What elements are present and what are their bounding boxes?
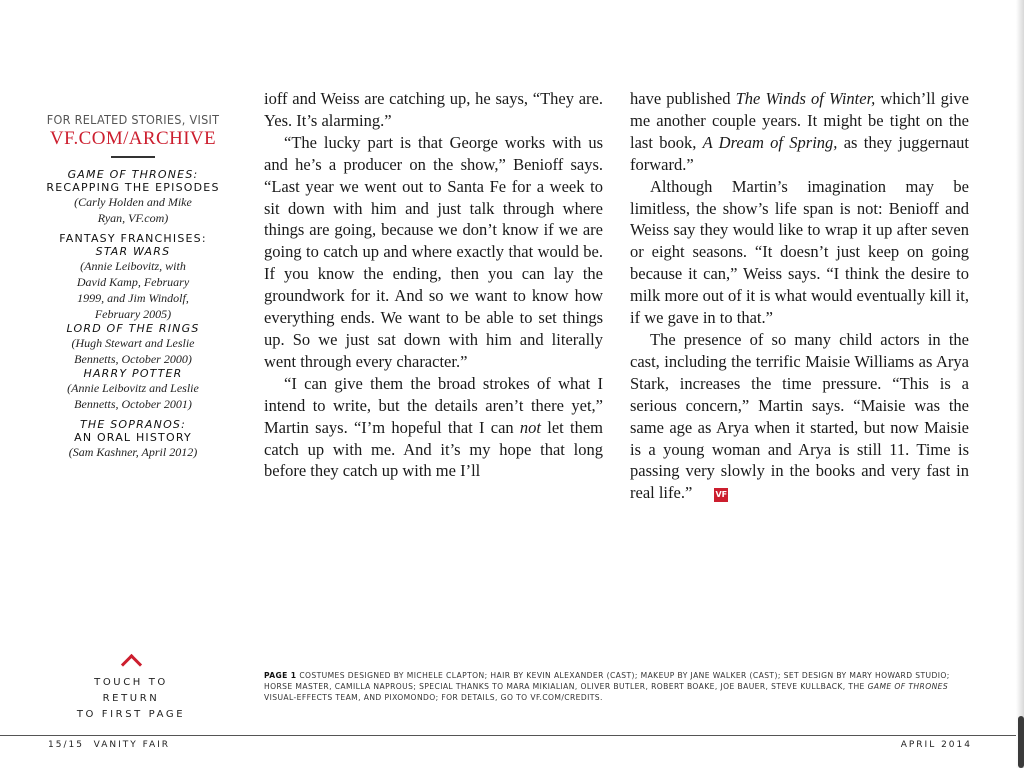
- credits-text: VISUAL-EFFECTS TEAM, AND PIXOMONDO; FOR DETAILS, GO TO VF.COM/CREDITS.: [264, 693, 603, 702]
- story-title: FANTASY FRANCHISES:: [59, 232, 207, 245]
- article-text: which’ll give me another couple years. It might be tight on the last book,: [630, 89, 970, 152]
- related-story-game-of-thrones[interactable]: [44, 168, 222, 226]
- story-subtitle: STAR WARS: [95, 245, 171, 258]
- story-credit: (Carly Holden and Mike Ryan, VF.com): [74, 195, 192, 225]
- article-paragraph: Although Martin’s imagination may be limitless, the show’s life span is not: Benioff and Weiss say they would like to wrap it up after seven or eight seasons. “It doesn’t just keep on going because it can,” Weiss says. “I think the desire to milk more out of it is what would eventually kill it, if we gave in to that.”: [630, 176, 969, 328]
- story-title: LORD OF THE RINGS: [66, 322, 200, 335]
- folio-divider: [0, 735, 1016, 736]
- article-paragraph: “The lucky part is that George works with us and he’s a producer on the show,” Benioff says. “Last year we went out to Santa Fe for a week to sit down with him and just talk through where things are going, because we don’t know if we are going to catch up and where exactly that would be. If you know the ending, then you can lay the groundwork for it. And so we want to know how everything ends. We want to be able to set things up. So we just sat down with him and literally went through every character.”: [264, 132, 603, 371]
- credits-text: COSTUMES DESIGNED BY MICHELE CLAPTON; HAIR BY KEVIN ALEXANDER (CAST); MAKEUP BY JANE WALKER (CAST); SET DESIGN BY MARY HOWARD STUDIO; HORSE MASTER, CAMILLA NAPROUS; SPECIAL THANKS TO MARA MIKIALIAN, OLIVER BUTLER, ROBERT BOAKE, JOE BAUER, STEVE KULLBACK, THE: [264, 671, 950, 691]
- story-title: THE SOPRANOS:: [79, 418, 187, 431]
- article-emphasis: not: [519, 417, 541, 437]
- article-paragraph: [630, 88, 969, 176]
- scroll-track: [1016, 0, 1024, 768]
- story-credit: (Annie Leibovitz and Leslie Bennetts, October 2001): [67, 381, 199, 411]
- story-credit: (Hugh Stewart and Leslie Bennetts, October 2000): [71, 336, 195, 366]
- credits-lead: PAGE 1: [264, 671, 297, 680]
- related-story-harry-potter[interactable]: [44, 367, 222, 412]
- story-subtitle: RECAPPING THE EPISODES: [46, 181, 220, 194]
- story-title: GAME OF THRONES:: [67, 168, 199, 181]
- related-stories-intro: FOR RELATED STORIES, VISIT: [46, 112, 220, 127]
- scrollbar-thumb[interactable]: [1018, 716, 1024, 768]
- article-column-1: [264, 88, 603, 482]
- return-label: TOUCH TO RETURN TO FIRST PAGE: [76, 677, 186, 720]
- archive-link[interactable]: VF.COM/ARCHIVE: [49, 128, 217, 149]
- photo-credits: [264, 670, 970, 703]
- return-to-first-page-button[interactable]: [66, 652, 196, 723]
- article-text: let them catch up with me. And it’s my hope that long before they catch up with me I’ll: [264, 417, 603, 481]
- related-stories-sidebar: [44, 112, 222, 460]
- article-text: The presence of so many child actors in the cast, including the terrific Maisie Williams as Arya Stark, increases the time pressure. “This is a serious concern,” Martin says. “Maisie was the same age as Arya when it started, but now Maisie is a young woman and Arya is still 11. Time is passing very slowly in the books and very fast in real life.”: [630, 329, 969, 503]
- article-text: as they juggernaut forward.”: [630, 132, 969, 174]
- chevron-up-icon: [120, 654, 141, 675]
- page-number-folio: 15/15 VANITY FAIR: [48, 740, 171, 750]
- related-story-star-wars[interactable]: [44, 232, 222, 322]
- related-story-sopranos[interactable]: [44, 418, 222, 460]
- article-text: “I can give them the broad strokes of what I intend to write, but the details aren’t there yet,” Martin says. “I’m hopeful that I can: [264, 373, 603, 437]
- book-title: A Dream of Spring,: [702, 132, 838, 152]
- article-text: have published: [630, 89, 736, 108]
- related-story-lord-of-the-rings[interactable]: [44, 322, 222, 367]
- credits-italic: GAME OF THRONES: [867, 682, 949, 691]
- issue-date-folio: APRIL 2014: [900, 740, 972, 750]
- article-paragraph: ioff and Weiss are catching up, he says, “They are. Yes. It’s alarming.”: [264, 89, 603, 130]
- story-subtitle: AN ORAL HISTORY: [74, 431, 192, 444]
- sidebar-divider: [111, 156, 155, 158]
- story-title: HARRY POTTER: [83, 367, 183, 380]
- article-paragraph: [630, 329, 969, 504]
- article-column-2: [630, 88, 969, 504]
- story-credit: (Sam Kashner, April 2012): [68, 445, 198, 459]
- story-credit: (Annie Leibovitz, with David Kamp, February 1999, and Jim Windolf, February 2005): [76, 259, 190, 321]
- book-title: The Winds of Winter,: [735, 89, 876, 108]
- article-paragraph: [264, 373, 603, 483]
- vf-end-mark-icon: VF: [714, 488, 728, 502]
